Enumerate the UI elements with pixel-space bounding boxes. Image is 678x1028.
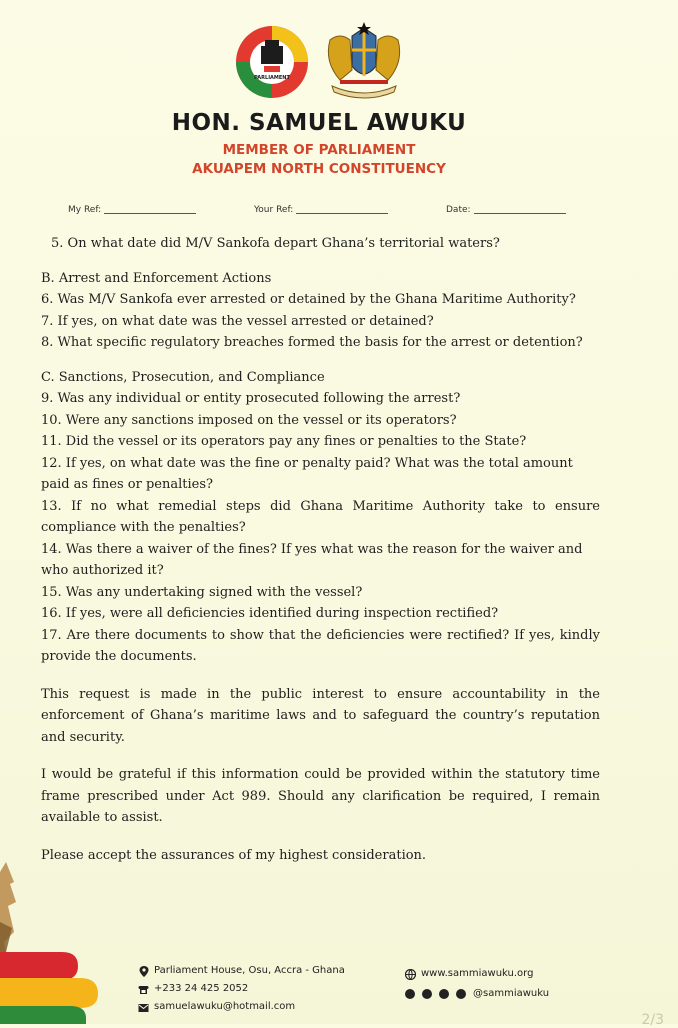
instagram-icon[interactable]: [422, 989, 432, 999]
question-11: 11. Did the vessel or its operators pay any fines or penalties to the State?: [41, 434, 527, 449]
your-ref-line: [296, 213, 388, 214]
date-label: Date:: [446, 205, 471, 215]
phone-icon: [138, 984, 149, 995]
footer-social-row: [405, 984, 549, 1004]
letterhead-logos: [0, 22, 678, 100]
date-line: [474, 213, 566, 214]
footer-phone: +233 24 425 2052: [154, 983, 249, 994]
question-9: 9. Was any individual or entity prosecuted following the arrest?: [41, 391, 461, 406]
facebook-icon[interactable]: [405, 989, 415, 999]
footer-contact: [138, 962, 345, 1016]
location-icon: [138, 966, 149, 977]
constituency-name: AKUAPEM NORTH CONSTITUENCY: [192, 161, 446, 177]
reference-fields: [68, 205, 588, 221]
question-13: 13. If no what remedial steps did Ghana Maritime Authority take to ensure compliance with the penalties?: [41, 498, 600, 535]
your-ref-field: [254, 205, 388, 215]
mp-title: MEMBER OF PARLIAMENT: [222, 142, 416, 158]
section-b-heading: B. Arrest and Enforcement Actions: [41, 270, 272, 286]
date-field: [446, 205, 566, 215]
public-interest-paragraph: This request is made in the public interest to ensure accountability in the enforcement of Ghana’s maritime laws and to safeguard the country’s reputation and security.: [41, 686, 600, 745]
footer-social-handle: @sammiawuku: [473, 988, 550, 999]
footer-email-row: [138, 998, 345, 1016]
question-6: 6. Was M/V Sankofa ever arrested or detained by the Ghana Maritime Authority?: [41, 292, 576, 307]
coat-of-arms-icon: [322, 22, 406, 100]
footer-website[interactable]: www.sammiawuku.org: [421, 968, 534, 979]
timeframe-paragraph: I would be grateful if this information could be provided within the statutory time frame prescribed under Act 989. Should any clarification be required, I remain available to assist.: [41, 767, 600, 825]
question-14: 14. Was there a waiver of the fines? If yes what was the reason for the waiver and who authorized it?: [41, 541, 583, 578]
question-5: 5. On what date did M/V Sankofa depart Ghana’s territorial waters?: [51, 236, 500, 251]
my-ref-field: [68, 205, 196, 215]
footer-address: Parliament House, Osu, Accra - Ghana: [154, 965, 345, 976]
your-ref-label: Your Ref:: [254, 205, 294, 215]
globe-icon: [405, 969, 416, 980]
x-icon[interactable]: [439, 989, 449, 999]
footer-online: [405, 964, 549, 1004]
my-ref-line: [104, 213, 196, 214]
question-7: 7. If yes, on what date was the vessel arrested or detained?: [41, 313, 434, 329]
svg-text:PARLIAMENT: PARLIAMENT: [254, 75, 290, 81]
footer-address-row: [138, 962, 345, 980]
tiktok-icon[interactable]: [456, 989, 466, 999]
page-number: 2/3: [641, 1012, 664, 1028]
question-16: 16. If yes, were all deficiencies identified during inspection rectified?: [41, 606, 499, 621]
question-12: 12. If yes, on what date was the fine or penalty paid? What was the total amount paid as fines or penalties?: [41, 455, 573, 492]
letter-body: [41, 233, 600, 866]
section-c-heading: C. Sanctions, Prosecution, and Compliance: [41, 369, 325, 385]
footer-email[interactable]: samuelawuku@hotmail.com: [154, 1001, 296, 1012]
question-17: 17. Are there documents to show that the deficiencies were rectified? If yes, kindly provide the documents.: [41, 627, 600, 664]
footer-phone-row: [138, 980, 345, 998]
parliament-logo: [234, 24, 310, 100]
my-ref-label: My Ref:: [68, 205, 102, 215]
mp-name: HON. SAMUEL AWUKU: [171, 110, 467, 136]
question-8: 8. What specific regulatory breaches formed the basis for the arrest or detention?: [41, 335, 583, 350]
ghana-colors-swoosh: [0, 940, 120, 1024]
question-10: 10. Were any sanctions imposed on the vessel or its operators?: [41, 412, 457, 428]
email-icon: [138, 1002, 149, 1013]
footer-website-row: [405, 964, 549, 984]
question-15: 15. Was any undertaking signed with the vessel?: [41, 584, 363, 600]
closing-paragraph: Please accept the assurances of my highest consideration.: [41, 847, 427, 863]
